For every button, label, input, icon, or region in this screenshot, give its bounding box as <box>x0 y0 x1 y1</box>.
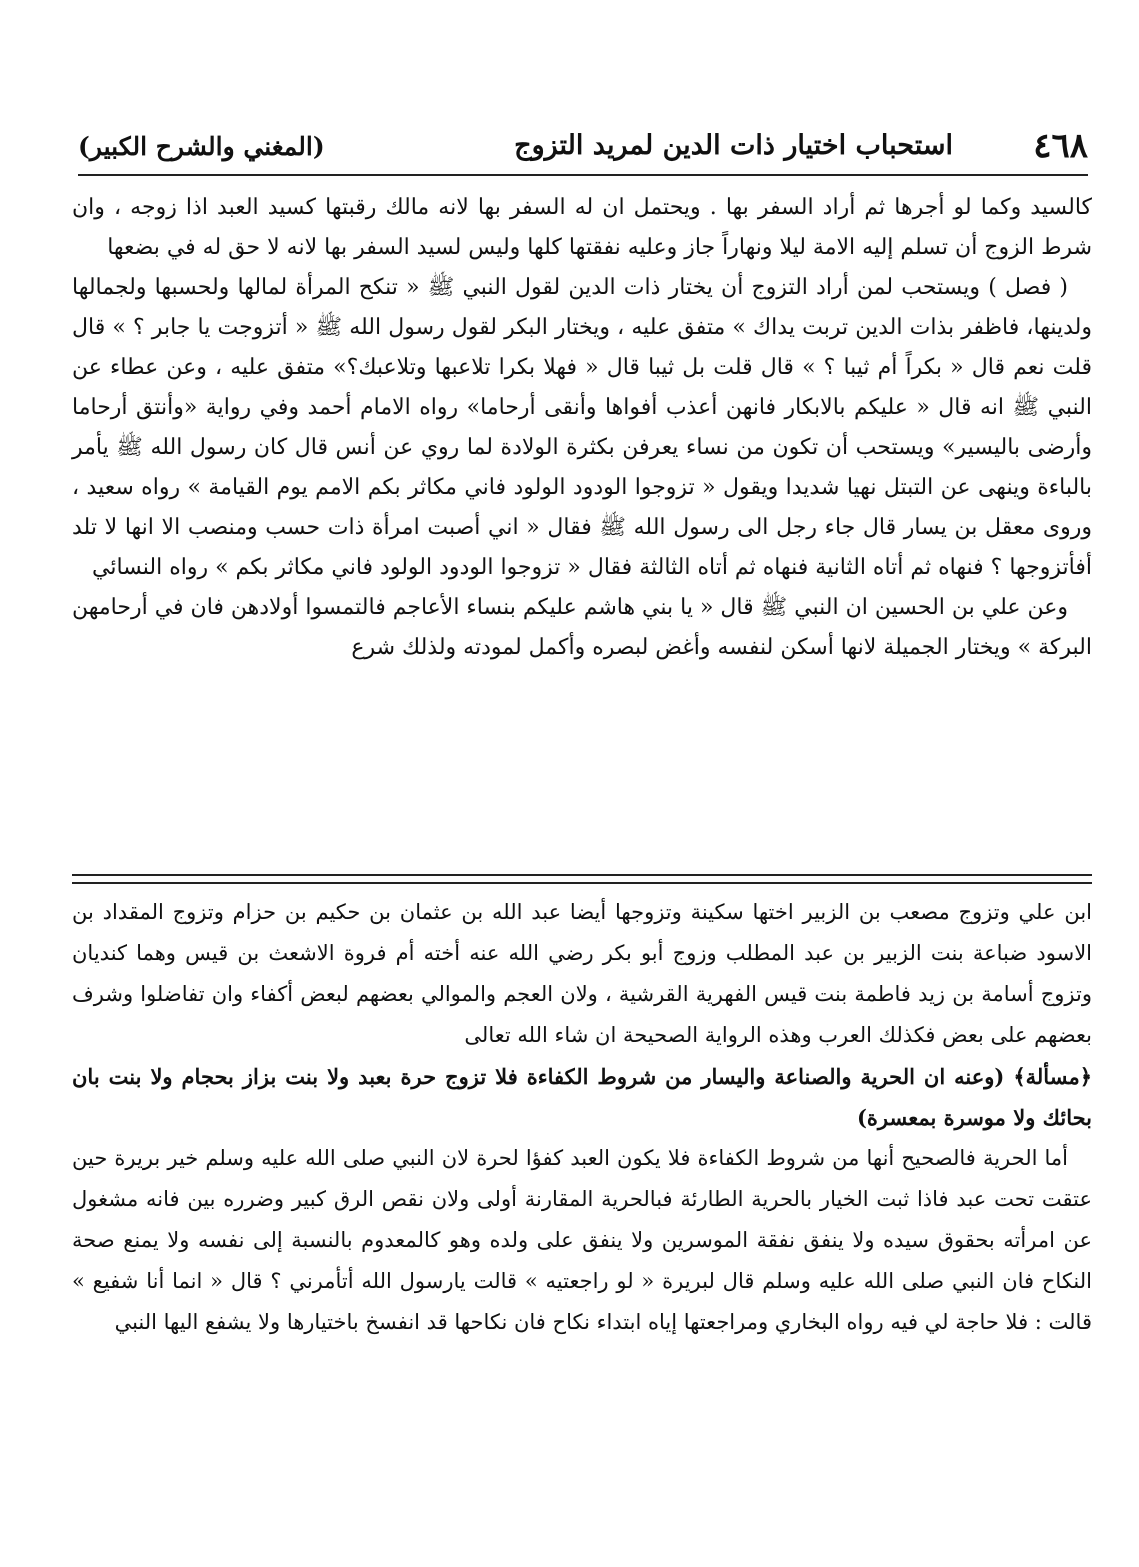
main-paragraph: كالسيد وكما لو أجرها ثم أراد السفر بها . ويحتمل ان له السفر بها لانه مالك رقبتها كسيد العبد اذا زوجه ، وان شرط الزوج أن تسلم إليه الامة ليلا ونهاراً جاز وعليه نفقتها كلها وليس لسيد السفر بها لانه لا حق له في بضعها <box>72 195 1092 260</box>
commentary-text <box>72 892 1092 1343</box>
page-header <box>78 122 1088 176</box>
main-paragraph: وعن علي بن الحسين ان النبي ﷺ قال « يا بني هاشم عليكم بنساء الأعاجم فالتمسوا أولادهن فان في أرحامهن البركة » ويختار الجميلة لانها أسكن لنفسه وأغض لبصره وأكمل لمودته ولذلك شرع <box>71 595 1092 660</box>
main-paragraph: ( فصل ) ويستحب لمن أراد التزوج أن يختار ذات الدين لقول النبي ﷺ « تنكح المرأة لمالها ولحسبها ولجمالها ولدينها، فاظفر بذات الدين تربت يداك » متفق عليه ، ويختار البكر لقول رسول الله ﷺ « أتزوجت يا جابر ؟ » قال قلت نعم قال « بكراً أم ثيبا ؟ » قال قلت بل ثيبا قال « فهلا بكرا تلاعبها وتلاعبك؟» متفق عليه ، وعن عطاء عن النبي ﷺ انه قال « عليكم بالابكار فانهن أعذب أفواها وأنقى أرحاما» رواه الامام أحمد وفي رواية «وأنتق أرحاما وأرضى باليسير» ويستحب أن تكون من نساء يعرفن بكثرة الولادة لما روي عن أنس قال كان رسول الله ﷺ يأمر بالباءة وينهى عن التبتل نهيا شديدا ويقول « تزوجوا الودود الولود فاني مكاثر بكم الامم يوم القيامة » رواه سعيد ، وروى معقل بن يسار قال جاء رجل الى رسول الله ﷺ فقال « اني أصبت امرأة ذات حسب ومنصب الا انها لا تلد أفأتزوجها ؟ فنهاه ثم أتاه الثانية فنهاه ثم أتاه الثالثة فقال « تزوجوا الودود الولود فاني مكاثر بكم » رواه النسائي <box>72 275 1093 580</box>
page-number: ٤٦٨ <box>1033 126 1088 166</box>
section-divider <box>72 874 1092 884</box>
book-title: (المغني والشرح الكبير) <box>78 132 325 161</box>
masala-heading: ﴿مسألة﴾ (وعنه ان الحرية والصناعة واليسار من شروط الكفاءة فلا تزوج حرة بعبد ولا بنت بزاز بحجام ولا بنت بان بحائك ولا موسرة بمعسرة) <box>72 1064 1092 1130</box>
main-text <box>72 188 1092 668</box>
commentary-paragraph: أما الحرية فالصحيح أنها من شروط الكفاءة فلا يكون العبد كفؤا لحرة لان النبي صلى الله عليه وسلم خير بريرة حين عتقت تحت عبد فاذا ثبت الخيار بالحرية الطارئة فبالحرية المقارنة أولى ولان نقص الرق كبير وضرره بين فانه مشغول عن امرأته بحقوق سيده ولا ينفق نفقة الموسرين ولا ينفق على ولده وهو كالمعدوم بالنسبة إلى نفسه ولا يمنع صحة النكاح فان النبي صلى الله عليه وسلم قال لبريرة « لو راجعتيه » قالت يارسول الله أتأمرني ؟ قال « انما أنا شفيع » قالت : فلا حاجة لي فيه رواه البخاري ومراجعتها إياه ابتداء نكاح فان نكاحها قد انفسخ باختيارها ولا يشفع اليها النبي <box>72 1146 1092 1334</box>
commentary-paragraph: ابن علي وتزوج مصعب بن الزبير اختها سكينة وتزوجها أيضا عبد الله بن عثمان بن حكيم بن حزام وتزوج المقداد بن الاسود ضباعة بنت الزبير بن عبد المطلب وزوج أبو بكر رضي الله عنه أخته أم فروة الاشعث بن قيس وهما كنديان وتزوج أسامة بن زيد فاطمة بنت قيس الفهرية القرشية ، ولان العجم والموالي بعضهم لبعض أكفاء وان تفاضلوا وشرف بعضهم على بعض فكذلك العرب وهذه الرواية الصحيحة ان شاء الله تعالى <box>72 900 1092 1047</box>
running-title: استحباب اختيار ذات الدين لمريد التزوج <box>514 130 953 161</box>
